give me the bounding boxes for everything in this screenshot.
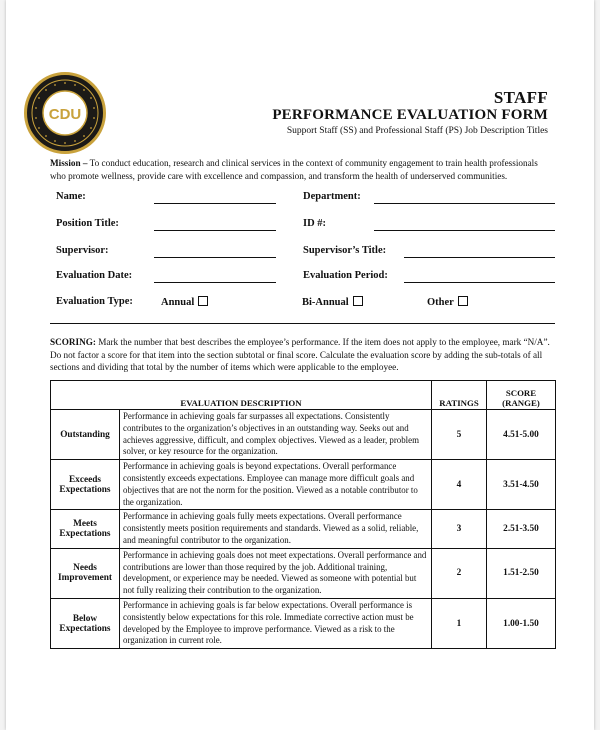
rating-description: Performance in achieving goals is far below expectations. Overall performance is consistently below expectations for this role. Immediate corrective action must be developed by the Employee to improve performance. Viewed as a risk to the organization in current role. — [120, 598, 432, 648]
evaluation-date-field[interactable] — [154, 282, 276, 283]
annual-option[interactable] — [161, 296, 208, 308]
supervisor-label: Supervisor: — [56, 245, 109, 256]
section-divider — [50, 323, 555, 324]
score-range: 2.51-3.50 — [487, 510, 556, 548]
table-row — [51, 410, 556, 460]
table-row — [51, 548, 556, 598]
table-row — [51, 598, 556, 648]
rating-description: Performance in achieving goals does not meet expectations. Overall performance and contributions are lower than those required by the job. Additional training, development, or experience may be needed. Viewed as someone with potential but not fully realizing their contribution to the organization. — [120, 548, 432, 598]
annual-label: Annual — [161, 297, 195, 308]
bi-annual-label: Bi-Annual — [302, 297, 349, 308]
rating-name — [51, 548, 120, 598]
table-header-row — [51, 381, 556, 410]
rating-description: Performance in achieving goals fully meets expectations. Overall performance consistently meets position requirements and standards. Viewed as a solid, reliable, and meaningful contributor to the organization. — [120, 510, 432, 548]
rating-name-line2: Expectations — [59, 484, 111, 495]
evaluation-date-label: Evaluation Date: — [56, 270, 133, 281]
other-label: Other — [427, 297, 454, 308]
mission-text: To conduct education, research and clinical services in the context of community engagement to train health professionals who promote wellness, provide care with excellence and compassion, and transform the health of underserved communities. — [50, 158, 538, 181]
rating-description: Performance in achieving goals far surpasses all expectations. Consistently contributes to the organization’s objectives in an outstanding way. Seeks out and achieves aggressive, difficult, and complex objectives. Viewed as a leader, problem solver, or key resource for the organization. — [120, 410, 432, 460]
rating-value: 1 — [432, 598, 487, 648]
rating-name-line1: Needs — [73, 563, 97, 574]
rating-name-line1: Meets — [73, 519, 97, 530]
document-page — [6, 0, 594, 730]
rating-value: 5 — [432, 410, 487, 460]
annual-checkbox[interactable] — [198, 296, 208, 306]
table-row — [51, 510, 556, 548]
header-evaluation-description: EVALUATION DESCRIPTION — [51, 381, 432, 410]
score-range: 1.51-2.50 — [487, 548, 556, 598]
evaluation-period-field[interactable] — [404, 282, 555, 283]
title-subtitle: Support Staff (SS) and Professional Staff (PS) Job Description Titles — [286, 126, 548, 136]
rating-value: 3 — [432, 510, 487, 548]
name-label: Name: — [56, 191, 86, 202]
rating-name-line1: Below — [72, 613, 98, 624]
title-form: PERFORMANCE EVALUATION FORM — [272, 107, 548, 123]
scoring-text: Mark the number that best describes the employee’s performance. If the item does not apply to the employee, mark “N/A”. Do not factor a score for that item into the section subtotal or final score. Calculate the evaluation score by adding the sub-totals of all sections and dividing that total by the number of items which were applicable to the employee. — [50, 337, 550, 372]
name-field[interactable] — [154, 203, 276, 204]
id-label: ID #: — [303, 218, 327, 229]
logo-text: CDU — [48, 106, 82, 123]
mission-label: Mission – — [50, 158, 88, 168]
seal-graphic — [27, 75, 103, 151]
header-ratings: RATINGS — [432, 381, 487, 410]
position-title-label: Position Title: — [56, 218, 119, 229]
other-option[interactable] — [427, 296, 468, 308]
other-checkbox[interactable] — [458, 296, 468, 306]
rating-name-line1: Outstanding — [60, 429, 110, 440]
header-score: SCORE — [505, 388, 537, 398]
table-row — [51, 460, 556, 510]
supervisor-title-field[interactable] — [404, 257, 555, 258]
header-score-range — [487, 381, 556, 410]
id-field[interactable] — [374, 230, 555, 231]
scoring-instructions — [50, 336, 555, 374]
score-range: 3.51-4.50 — [487, 460, 556, 510]
rating-name-line1: Exceeds — [68, 474, 102, 485]
rating-name — [51, 460, 120, 510]
header-range: (RANGE) — [502, 398, 540, 408]
department-field[interactable] — [374, 203, 555, 204]
evaluation-period-label: Evaluation Period: — [303, 270, 388, 281]
supervisor-field[interactable] — [154, 257, 276, 258]
score-range: 4.51-5.00 — [487, 410, 556, 460]
rating-name — [51, 510, 120, 548]
evaluation-table — [50, 380, 556, 649]
bi-annual-option[interactable] — [302, 296, 363, 308]
rating-name — [51, 598, 120, 648]
title-staff: STAFF — [493, 88, 548, 107]
rating-value: 4 — [432, 460, 487, 510]
score-range: 1.00-1.50 — [487, 598, 556, 648]
position-title-field[interactable] — [154, 230, 276, 231]
rating-value: 2 — [432, 548, 487, 598]
rating-name-line2: Expectations — [59, 529, 111, 540]
evaluation-type-label: Evaluation Type: — [56, 296, 133, 307]
supervisor-title-label: Supervisor’s Title: — [303, 245, 387, 256]
rating-name — [51, 410, 120, 460]
rating-name-line2: Improvement — [57, 573, 113, 584]
department-label: Department: — [303, 191, 361, 202]
mission-statement — [50, 157, 555, 183]
university-seal-logo — [24, 72, 106, 154]
rating-name-line2: Expectations — [59, 623, 111, 634]
bi-annual-checkbox[interactable] — [353, 296, 363, 306]
scoring-label: SCORING: — [50, 337, 96, 347]
rating-description: Performance in achieving goals is beyond expectations. Overall performance consistently exceeds expectations. Employee can manage more difficult goals and objectives that are not the norm for the position. Viewed as a notable contributor to the organization. — [120, 460, 432, 510]
